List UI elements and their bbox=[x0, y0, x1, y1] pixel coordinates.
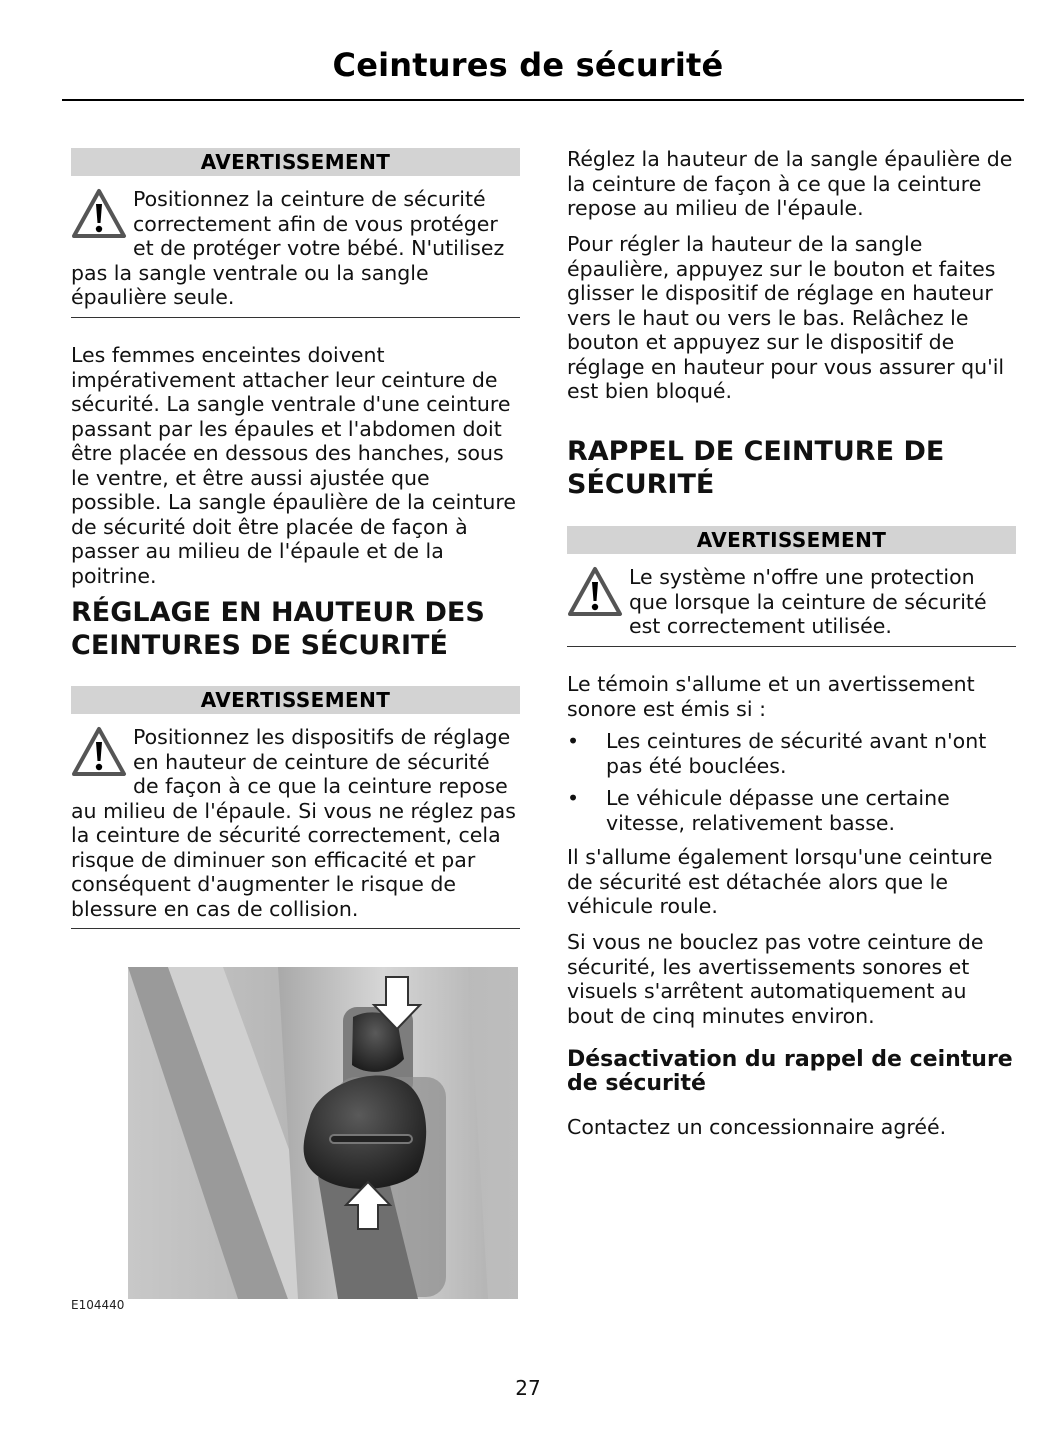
list-item bbox=[567, 786, 1016, 835]
bullet-list bbox=[567, 729, 1016, 843]
page-title: Ceintures de sécurité bbox=[332, 46, 724, 84]
subsection-heading: Désactivation du rappel de ceinture de sécurité bbox=[567, 1047, 1013, 1096]
warning-text: Positionnez la ceinture de sécurité correctement afin de vous protéger et de protéger votre bébé. N'utilisez pas la sangle ventrale ou la sangle épaulière seule. bbox=[71, 187, 505, 309]
warning-box bbox=[567, 565, 1016, 639]
paragraph: Réglez la hauteur de la sangle épaulière de la ceinture de façon à ce que la ceinture repose au milieu de l'épaule. bbox=[567, 147, 1013, 220]
bullet-marker: • bbox=[567, 729, 580, 753]
paragraph: Si vous ne bouclez pas votre ceinture de sécurité, les avertissements sonores et visuels s'arrêtent automatiquement au bout de cinq minutes environ. bbox=[567, 930, 984, 1028]
paragraph: Contactez un concessionnaire agréé. bbox=[567, 1115, 947, 1139]
figure-code: E104440 bbox=[71, 1298, 125, 1312]
list-item bbox=[567, 729, 1016, 778]
seatbelt-height-adjuster-illustration bbox=[128, 967, 518, 1299]
paragraph: Le témoin s'allume et un avertissement sonore est émis si : bbox=[567, 672, 975, 721]
warning-divider bbox=[71, 317, 520, 318]
warning-divider bbox=[567, 646, 1016, 647]
warning-triangle-icon bbox=[71, 188, 127, 240]
warning-triangle-icon bbox=[71, 726, 127, 778]
warning-heading: AVERTISSEMENT bbox=[567, 526, 1016, 554]
warning-text: Le système n'offre une protection que lorsque la ceinture de sécurité est correctement utilisée. bbox=[629, 565, 987, 638]
page-number: 27 bbox=[515, 1376, 541, 1400]
paragraph: Il s'allume également lorsqu'une ceinture de sécurité est détachée alors que le véhicule roule. bbox=[567, 845, 993, 918]
warning-text: Positionnez les dispositifs de réglage en hauteur de ceinture de sécurité de façon à ce que la ceinture repose au milieu de l'épaule. Si vous ne réglez pas la ceinture de sécurité correctement, cela risque de diminuer son efficacité et par conséquent d'augmenter le risque de blessure en cas de collision. bbox=[71, 725, 516, 921]
section-heading: RÉGLAGE EN HAUTEUR DES CEINTURES DE SÉCURITÉ bbox=[71, 597, 485, 661]
paragraph: Les femmes enceintes doivent impérativement attacher leur ceinture de sécurité. La sangle ventrale d'une ceinture passant par les épaules et l'abdomen doit être placée en dessous des hanches, sous le ventre, et être aussi ajustée que possible. La sangle épaulière de la ceinture de sécurité doit être placée de façon à passer au milieu de l'épaule et de la poitrine. bbox=[71, 343, 516, 588]
warning-box bbox=[71, 725, 520, 921]
title-divider bbox=[62, 99, 1024, 101]
warning-box bbox=[71, 187, 520, 310]
bullet-marker: • bbox=[567, 786, 580, 810]
section-heading: RAPPEL DE CEINTURE DE SÉCURITÉ bbox=[567, 436, 945, 500]
warning-heading: AVERTISSEMENT bbox=[71, 686, 520, 714]
warning-heading: AVERTISSEMENT bbox=[71, 148, 520, 176]
warning-triangle-icon bbox=[567, 566, 623, 618]
list-item-text: Les ceintures de sécurité avant n'ont pas été bouclées. bbox=[606, 729, 987, 778]
warning-divider bbox=[71, 928, 520, 929]
list-item-text: Le véhicule dépasse une certaine vitesse, relativement basse. bbox=[606, 786, 950, 835]
paragraph: Pour régler la hauteur de la sangle épaulière, appuyez sur le bouton et faites glisser le dispositif de réglage en hauteur vers le haut ou vers le bas. Relâchez le bouton et appuyez sur le dispositif de réglage en hauteur pour vous assurer qu'il est bien bloqué. bbox=[567, 232, 1005, 403]
